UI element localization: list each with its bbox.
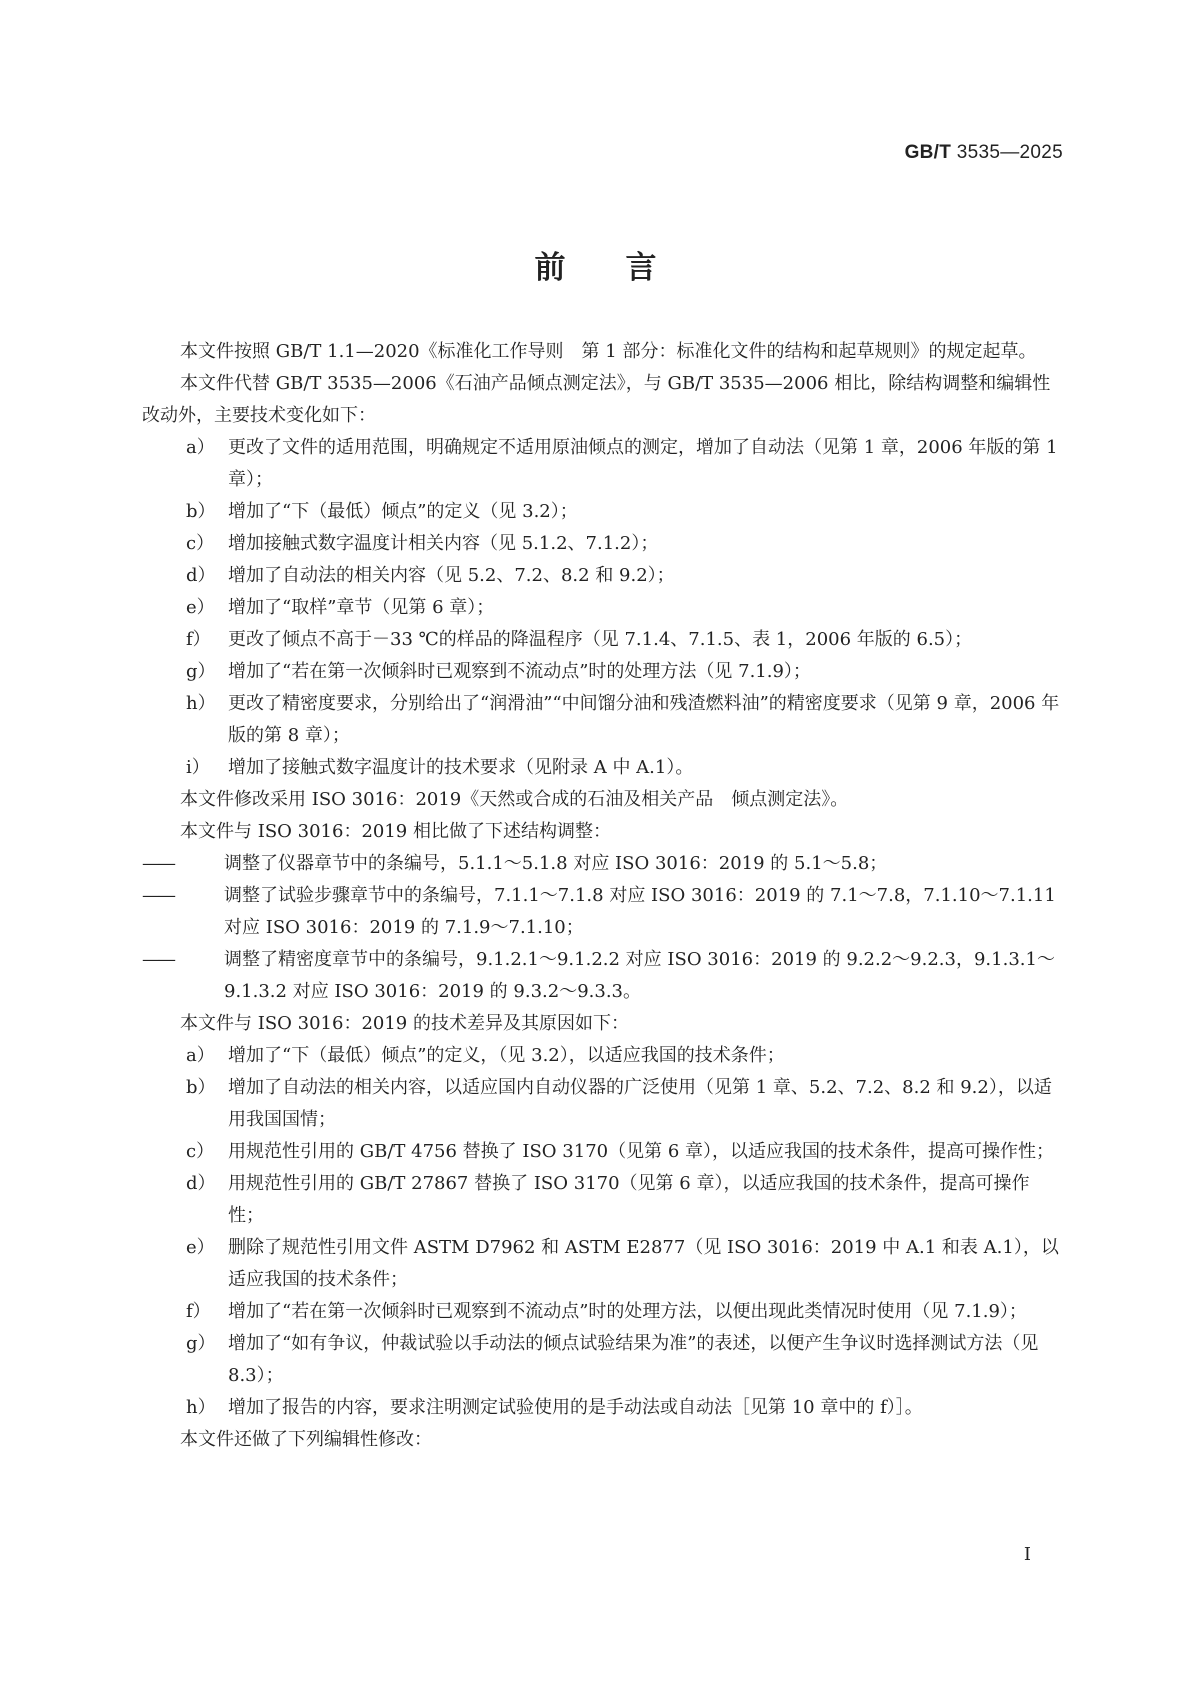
list-item-text: 增加了自动法的相关内容，以适应国内自动仪器的广泛使用（见第 1 章、5.2、7.2、8.2 和 9.2），以适用我国国情； <box>228 1077 1052 1130</box>
list-item-label: f） <box>186 629 211 650</box>
list-item-label: e） <box>186 1237 215 1258</box>
paragraph-structure-intro: 本文件与 ISO 3016：2019 相比做了下述结构调整： <box>180 821 611 842</box>
list-item-text: 增加了“若在第一次倾斜时已观察到不流动点”时的处理方法（见 7.1.9）； <box>228 661 811 682</box>
list-item-text: 更改了倾点不高于－33 ℃的样品的降温程序（见 7.1.4、7.1.5、表 1，2006 年版的 6.5）； <box>228 629 973 650</box>
list-item-text: 用规范性引用的 GB/T 27867 替换了 ISO 3170（见第 6 章），以适应我国的技术条件，提高可操作性； <box>228 1173 1030 1226</box>
list-item <box>142 1296 1064 1328</box>
technical-differences-list <box>142 1040 1064 1424</box>
dash-item <box>142 848 1064 880</box>
dash-item-label: —— <box>142 885 174 906</box>
list-item <box>142 656 1064 688</box>
dash-item-text: 调整了仪器章节中的条编号，5.1.1～5.1.8 对应 ISO 3016：2019 的 5.1～5.8； <box>224 853 888 874</box>
list-item-label: g） <box>186 1333 216 1354</box>
dash-item-label: —— <box>142 853 174 874</box>
page-title: 前言 <box>534 250 717 286</box>
list-item <box>142 752 1064 784</box>
list-item-label: c） <box>186 533 215 554</box>
dash-item-text: 调整了精密度章节中的条编号，9.1.2.1～9.1.2.2 对应 ISO 3016：2019 的 9.2.2～9.2.3，9.1.3.1～9.1.3.2 对应 ISO 3016：2019 的 9.3.2～9.3.3。 <box>224 949 1055 1002</box>
list-item <box>142 688 1064 752</box>
list-item-label: h） <box>186 693 216 714</box>
list-item-label: a） <box>186 1045 215 1066</box>
list-item <box>142 1232 1064 1296</box>
document-number <box>905 142 1063 164</box>
list-item <box>142 1040 1064 1072</box>
doc-prefix: GB/T <box>904 142 952 163</box>
doc-number: 3535—2025 <box>956 142 1063 163</box>
list-item <box>142 496 1064 528</box>
list-item-label: b） <box>186 1077 216 1098</box>
list-item-text: 用规范性引用的 GB/T 4756 替换了 ISO 3170（见第 6 章），以适应我国的技术条件，提高可操作性； <box>228 1141 1054 1162</box>
list-item-text: 更改了文件的适用范围，明确规定不适用原油倾点的测定，增加了自动法（见第 1 章，2006 年版的第 1 章）； <box>228 437 1058 490</box>
list-item-text: 增加了“取样”章节（见第 6 章）； <box>228 597 495 618</box>
list-item <box>142 1168 1064 1232</box>
list-item <box>142 1136 1064 1168</box>
list-item-label: f） <box>186 1301 211 1322</box>
paragraph-editorial-intro: 本文件还做了下列编辑性修改： <box>180 1429 432 1450</box>
list-item-label: e） <box>186 597 215 618</box>
list-item <box>142 624 1064 656</box>
list-item-text: 增加了自动法的相关内容（见 5.2、7.2、8.2 和 9.2）； <box>228 565 675 586</box>
list-item-text: 增加了“若在第一次倾斜时已观察到不流动点”时的处理方法，以便出现此类情况时使用（见 7.1.9）； <box>228 1301 1027 1322</box>
paragraph-replacement: 本文件代替 GB/T 3535—2006《石油产品倾点测定法》，与 GB/T 3535—2006 相比，除结构调整和编辑性改动外，主要技术变化如下： <box>142 373 1051 426</box>
list-item <box>142 1072 1064 1136</box>
paragraph-differences-intro: 本文件与 ISO 3016：2019 的技术差异及其原因如下： <box>180 1013 629 1034</box>
list-item-label: g） <box>186 661 216 682</box>
list-item <box>142 592 1064 624</box>
technical-changes-list <box>142 432 1064 784</box>
list-item-text: 更改了精密度要求，分别给出了“润滑油”“中间馏分油和残渣燃料油”的精密度要求（见第 9 章，2006 年版的第 8 章）； <box>228 693 1060 746</box>
dash-item-text: 调整了试验步骤章节中的条编号，7.1.1～7.1.8 对应 ISO 3016：2019 的 7.1～7.8，7.1.10～7.1.11 对应 ISO 3016：2019 的 7.1.9～7.1.10； <box>224 885 1056 938</box>
paragraph-drafting-basis: 本文件按照 GB/T 1.1—2020《标准化工作导则 第 1 部分：标准化文件的结构和起草规则》的规定起草。 <box>180 341 1037 362</box>
list-item-label: d） <box>186 1173 216 1194</box>
list-item-label: c） <box>186 1141 215 1162</box>
dash-item <box>142 944 1064 1008</box>
list-item <box>142 560 1064 592</box>
list-item-label: a） <box>186 437 215 458</box>
list-item-label: d） <box>186 565 216 586</box>
foreword-body <box>142 336 1064 1456</box>
list-item <box>142 1392 1064 1424</box>
dash-item <box>142 880 1064 944</box>
page-number: I <box>1023 1544 1031 1565</box>
list-item-label: b） <box>186 501 216 522</box>
list-item <box>142 1328 1064 1392</box>
list-item-text: 删除了规范性引用文件 ASTM D7962 和 ASTM E2877（见 ISO 3016：2019 中 A.1 和表 A.1），以适应我国的技术条件； <box>228 1237 1059 1290</box>
list-item <box>142 432 1064 496</box>
structure-changes-list <box>142 848 1064 1008</box>
list-item-text: 增加了“下（最低）倾点”的定义，（见 3.2），以适应我国的技术条件； <box>228 1045 785 1066</box>
paragraph-adoption: 本文件修改采用 ISO 3016：2019《天然或合成的石油及相关产品 倾点测定法》。 <box>180 789 849 810</box>
list-item-text: 增加接触式数字温度计相关内容（见 5.1.2、7.1.2）； <box>228 533 659 554</box>
list-item-text: 增加了“如有争议，仲裁试验以手动法的倾点试验结果为准”的表述，以便产生争议时选择测试方法（见 8.3）； <box>228 1333 1039 1386</box>
list-item <box>142 528 1064 560</box>
list-item-text: 增加了接触式数字温度计的技术要求（见附录 A 中 A.1）。 <box>228 757 694 778</box>
list-item-text: 增加了报告的内容，要求注明测定试验使用的是手动法或自动法［见第 10 章中的 f）］。 <box>228 1397 923 1418</box>
list-item-label: h） <box>186 1397 216 1418</box>
list-item-label: i） <box>186 757 210 778</box>
dash-item-label: —— <box>142 949 174 970</box>
list-item-text: 增加了“下（最低）倾点”的定义（见 3.2）； <box>228 501 578 522</box>
